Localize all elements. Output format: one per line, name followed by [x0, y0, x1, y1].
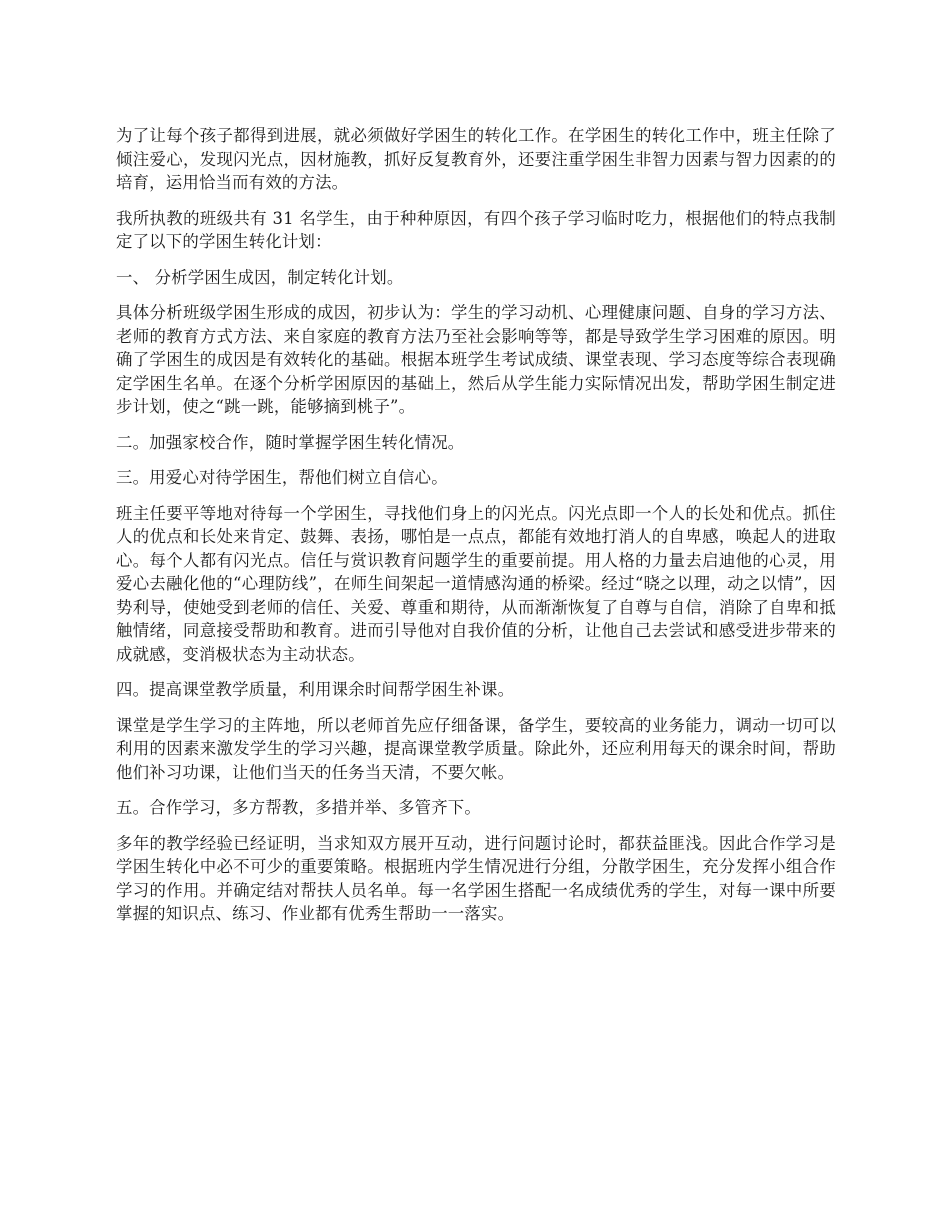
section-heading-4: 四。提高课堂教学质量，利用课余时间帮学困生补课。: [116, 680, 515, 699]
section-heading-1: 一、 分析学困生成因，制定转化计划。: [116, 267, 404, 287]
paragraph-class-overview: 我所执教的班级共有 31 名学生，由于种种原因，有四个孩子学习临时吃力，根据他们的特点我制定了以下的学困生转化计划：: [116, 208, 836, 251]
document-page: [116, 124, 836, 938]
section-heading-3: 三。用爱心对待学困生，帮他们树立自信心。: [116, 468, 448, 487]
section-heading-5: 五。合作学习，多方帮教，多措并举、多管齐下。: [116, 798, 481, 817]
paragraph-intro: 为了让每个孩子都得到进展，就必须做好学困生的转化工作。在学困生的转化工作中，班主任除了倾注爱心，发现闪光点，因材施教，抓好反复教育外，还要注重学困生非智力因素与智力因素的的培育，运用恰当而有效的方法。: [116, 126, 836, 192]
section-heading-2: 二。加强家校合作，随时掌握学困生转化情况。: [116, 432, 465, 452]
paragraph-cause-analysis: 具体分析班级学困生形成的成因，初步认为：学生的学习动机、心理健康问题、自身的学习方法、老师的教育方式方法、来自家庭的教育方法乃至社会影响等等，都是导致学生学习困难的原因。明确了学困生的成因是有效转化的基础。根据本班学生考试成绩、课堂表现、学习态度等综合表现确定学困生名单。在逐个分析学困原因的基础上，然后从学生能力实际情况出发，帮助学困生制定进步计划，使之“跳一跳，能够摘到桃子”。: [116, 303, 836, 416]
paragraph-classroom-quality: 课堂是学生学习的主阵地，所以老师首先应仔细备课，备学生，要较高的业务能力，调动一切可以利用的因素来激发学生的学习兴趣，提高课堂教学质量。除此外，还应利用每天的课余时间，帮助他们补习功课，让他们当天的任务当天清，不要欠帐。: [116, 715, 836, 782]
paragraph-love-confidence: 班主任要平等地对待每一个学困生，寻找他们身上的闪光点。闪光点即一个人的长处和优点。抓住人的优点和长处来肯定、鼓舞、表扬，哪怕是一点点，都能有效地打消人的自卑感，唤起人的进取心。每个人都有闪光点。信任与赏识教育问题学生的重要前提。用人格的力量去启迪他的心灵，用爱心去融化他的“心理防线”，在师生间架起一道情感沟通的桥梁。经过“晓之以理，动之以情”，因势利导，使她受到老师的信任、关爱、尊重和期待，从而渐渐恢复了自尊与自信，消除了自卑和抵触情绪，同意接受帮助和教育。进而引导他对自我价值的分析，让他自己去尝试和感受进步带来的成就感，变消极状态为主动状态。: [116, 503, 836, 664]
paragraph-cooperative-learning: 多年的教学经验已经证明，当求知双方展开互动，进行问题讨论时，都获益匪浅。因此合作学习是学困生转化中必不可少的重要策略。根据班内学生情况进行分组，分散学困生，充分发挥小组合作学习的作用。并确定结对帮扶人员名单。每一名学困生搭配一名成绩优秀的学生，对每一课中所要掌握的知识点、练习、作业都有优秀生帮助一一落实。: [116, 833, 836, 923]
